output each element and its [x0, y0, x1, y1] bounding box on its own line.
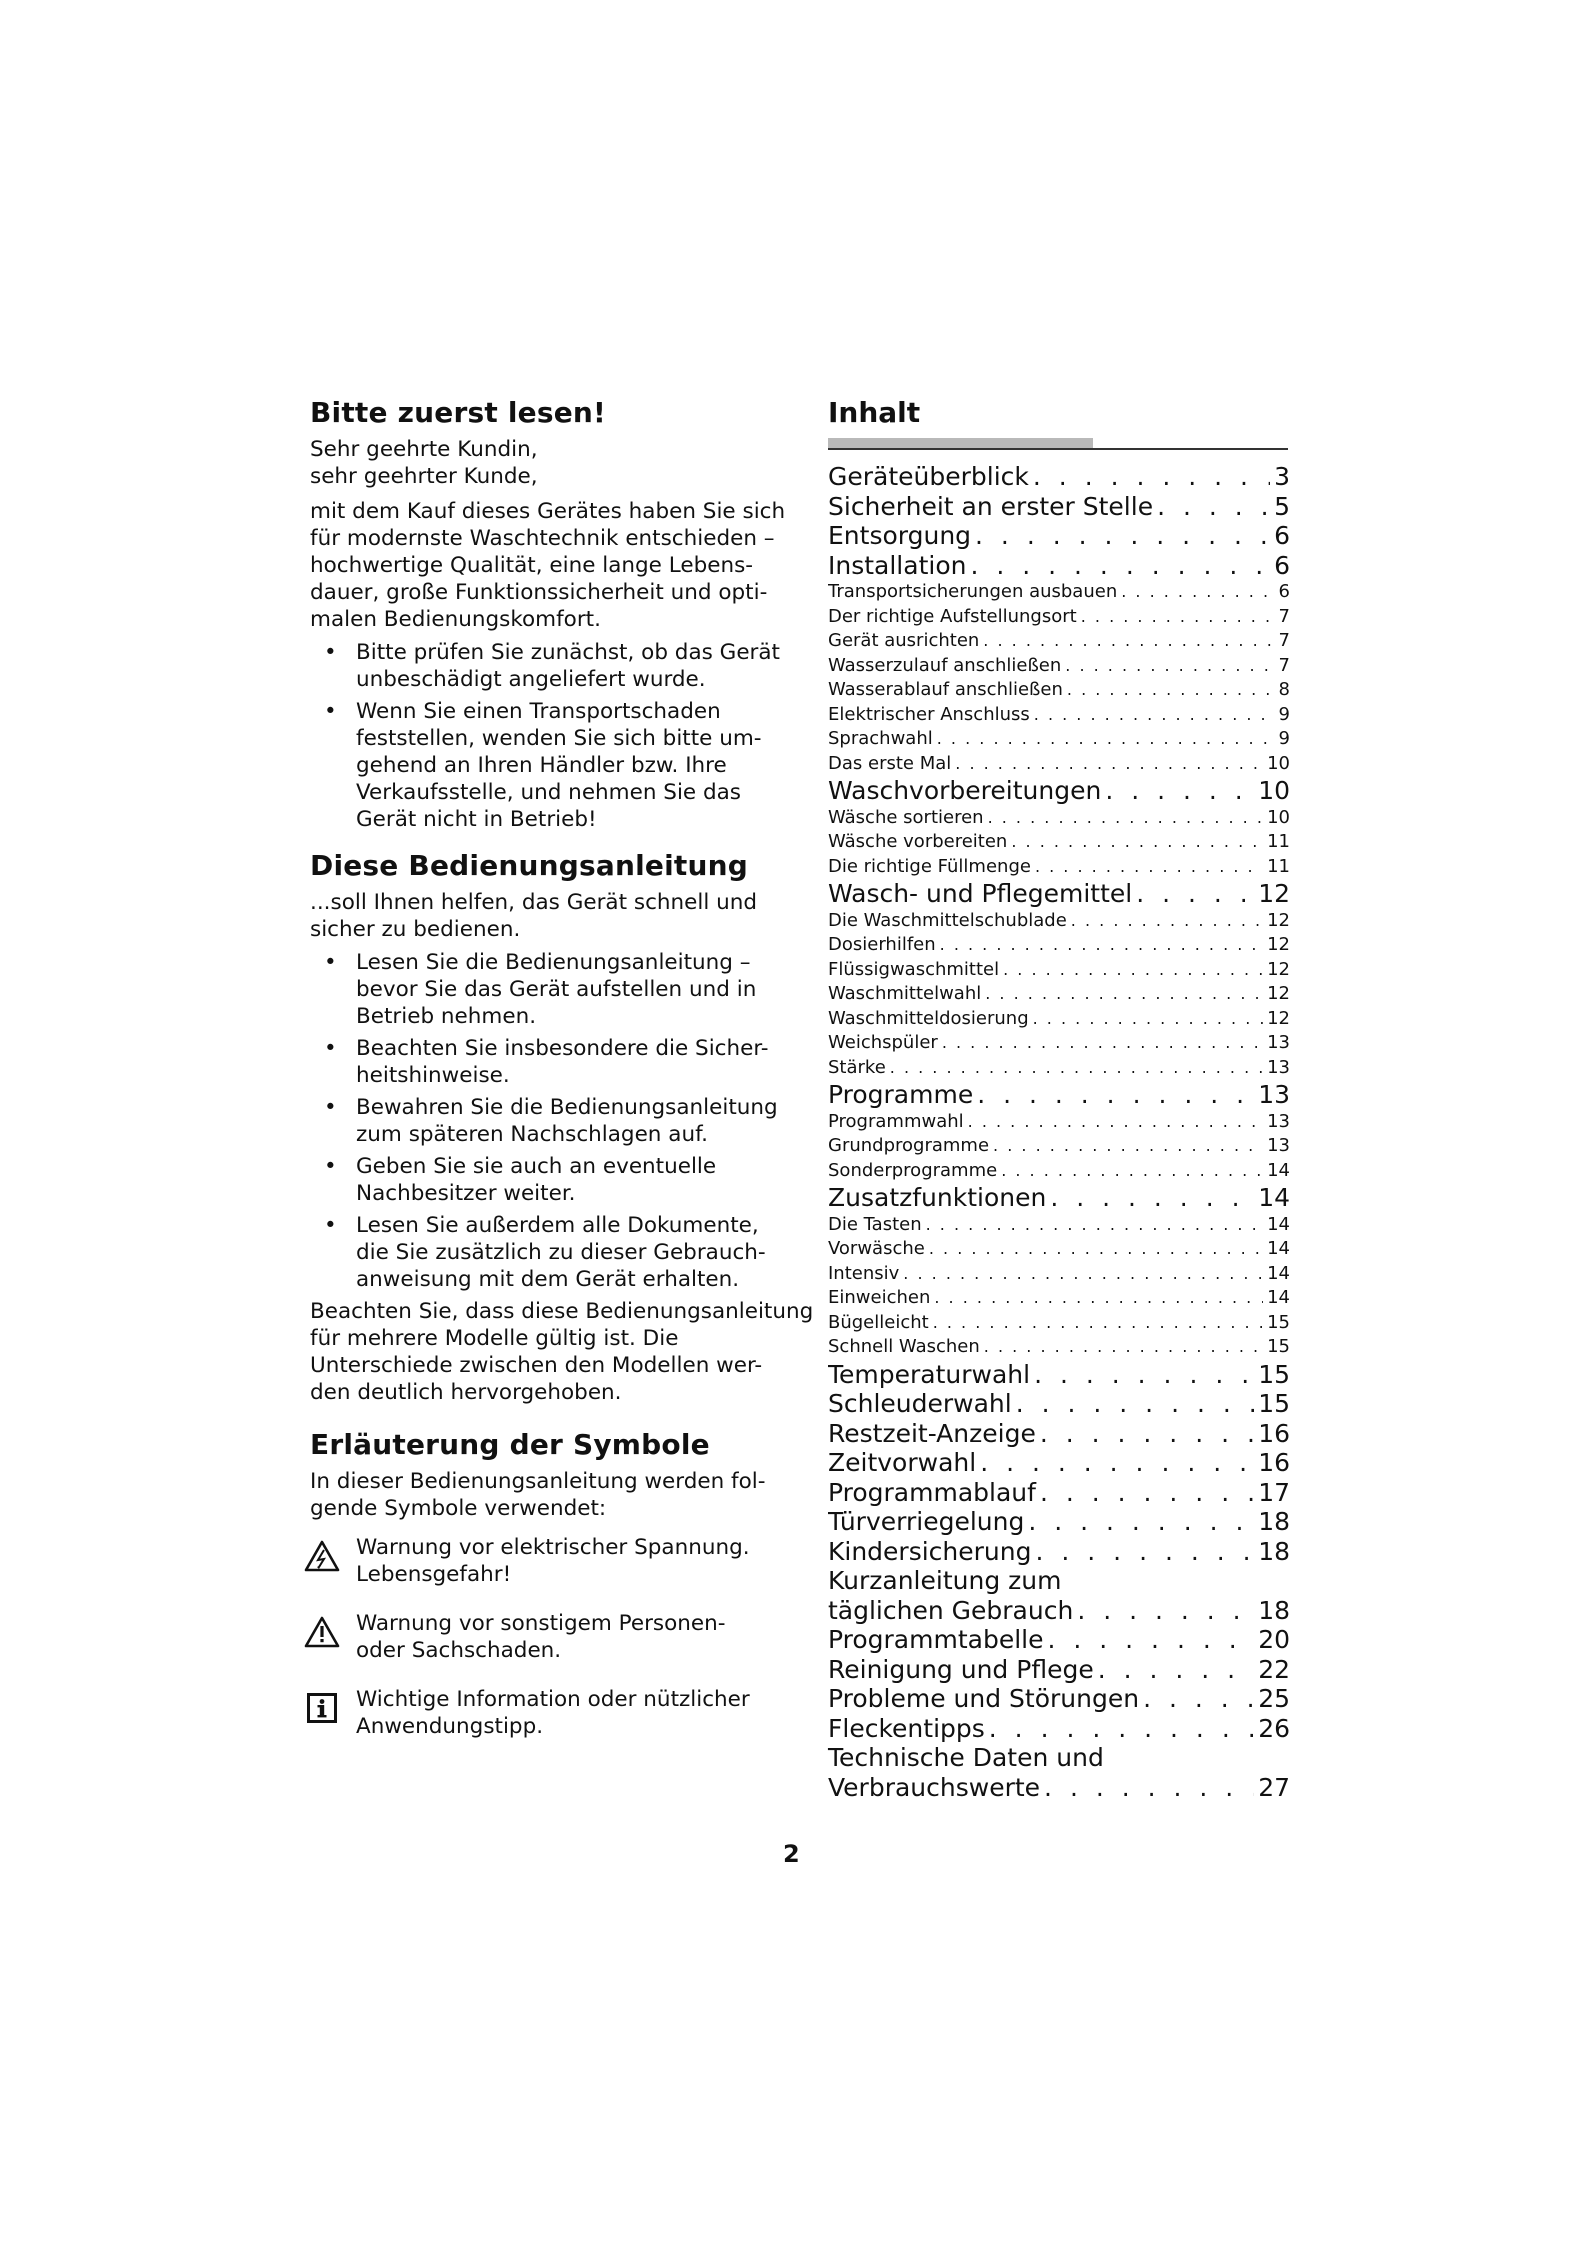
toc-entry[interactable] — [828, 879, 1290, 909]
toc-leader-dots — [933, 1311, 1263, 1336]
symbol-row-warning — [310, 1610, 800, 1664]
toc-entry-title: Zeitvorwahl — [828, 1448, 977, 1477]
toc-entry-page: 6 — [1278, 581, 1290, 602]
toc-entry-title: Waschmittelwahl — [828, 983, 982, 1004]
intro-line: malen Bedienungskomfort. — [310, 607, 601, 632]
toc-entry-page: 14 — [1267, 1262, 1290, 1284]
toc-entry[interactable] — [828, 1080, 1290, 1110]
toc-entry-title: Waschvorbereitungen — [828, 776, 1102, 805]
toc-entry-title: Der richtige Aufstellungsort — [828, 605, 1077, 627]
toc-entry-page: 18 — [1258, 1595, 1290, 1625]
toc-entry-page: 13 — [1267, 1056, 1290, 1078]
toc-rule-bar — [828, 438, 1093, 448]
bullet-line: Wenn Sie einen Transportschaden — [356, 699, 721, 724]
toc-entry-page: 15 — [1258, 1389, 1290, 1418]
toc-entry[interactable] — [828, 605, 1290, 630]
toc-entry-page: 25 — [1258, 1684, 1290, 1713]
intro-line: hochwertige Qualität, eine lange Lebens- — [310, 553, 754, 578]
toc-entry-title: Technische Daten und — [828, 1743, 1104, 1772]
intro-line: dauer, große Funktionssicherheit und opti- — [310, 580, 768, 605]
symbol-row-electric — [310, 1534, 800, 1588]
toc-entry-title: Flüssigwaschmittel — [828, 958, 1000, 980]
toc-leader-dots — [977, 1080, 1254, 1110]
toc-entry-page: 27 — [1258, 1772, 1290, 1802]
heading-bitte-zuerst-lesen: Bitte zuerst lesen! — [310, 396, 607, 429]
toc-entry-title: Kindersicherung — [828, 1536, 1032, 1566]
bullet-line: gehend an Ihren Händler bzw. Ihre — [356, 753, 727, 778]
toc-entry-page: 13 — [1267, 1110, 1290, 1132]
toc-leader-dots — [968, 1110, 1263, 1135]
bullet-line: zum späteren Nachschlagen auf. — [356, 1122, 708, 1147]
toc-leader-dots — [1143, 1684, 1254, 1714]
toc-leader-dots — [1033, 1007, 1263, 1032]
toc-leader-dots — [1077, 1596, 1254, 1626]
toc-entry[interactable] — [828, 1773, 1290, 1803]
toc-entry[interactable] — [828, 776, 1290, 806]
section-line: ...soll Ihnen helfen, das Gerät schnell und — [310, 890, 758, 915]
bullet-icon: • — [324, 1213, 337, 1238]
toc-leader-dots — [988, 806, 1264, 831]
toc-entry-page: 3 — [1274, 462, 1290, 491]
bullet-line: Geben Sie sie auch an eventuelle — [356, 1154, 717, 1179]
left-column — [310, 396, 814, 1762]
toc-entry-page: 9 — [1278, 703, 1290, 725]
toc-entry-title: Grundprogramme — [828, 1135, 990, 1156]
bullet-icon: • — [324, 1095, 337, 1120]
toc-entry-title: Zusatzfunktionen — [828, 1183, 1047, 1212]
toc-entry-page: 7 — [1278, 630, 1290, 651]
toc-entry[interactable] — [828, 703, 1290, 728]
toc-leader-dots — [1121, 580, 1274, 605]
section-bedienungsanleitung — [310, 849, 814, 1406]
salutation — [310, 436, 800, 490]
toc-entry-page: 18 — [1258, 1536, 1290, 1566]
section-line: gende Symbole verwendet: — [310, 1496, 607, 1521]
toc-entry-title: Waschmitteldosierung — [828, 1007, 1029, 1029]
bullet-item — [310, 1153, 800, 1207]
toc-leader-dots — [1011, 830, 1263, 855]
toc-entry[interactable] — [828, 752, 1290, 777]
toc-leader-dots — [1001, 1159, 1263, 1184]
toc-entry[interactable] — [828, 982, 1290, 1007]
toc-entry[interactable] — [828, 678, 1290, 703]
salutation-line: Sehr geehrte Kundin, — [310, 437, 538, 462]
toc-entry[interactable] — [828, 1743, 1290, 1773]
toc-entry[interactable] — [828, 1419, 1290, 1449]
toc-entry-title: Programmablauf — [828, 1477, 1036, 1507]
toc-entry-title: Entsorgung — [828, 521, 972, 550]
toc-entry-page: 12 — [1258, 879, 1290, 908]
toc-entry[interactable] — [828, 1262, 1290, 1287]
toc-entry[interactable] — [828, 855, 1290, 880]
toc-leader-dots — [984, 1335, 1263, 1360]
bullet-line: die Sie zusätzlich zu dieser Gebrauch- — [356, 1240, 766, 1265]
toc-leader-dots — [1034, 1360, 1254, 1390]
toc-entry-page: 12 — [1267, 934, 1290, 955]
toc-entry-page: 7 — [1278, 654, 1290, 676]
toc-leader-dots — [975, 521, 1270, 551]
toc-entry-title: Sprachwahl — [828, 728, 933, 749]
toc-leader-dots — [1071, 909, 1263, 934]
toc-entry-page: 5 — [1274, 491, 1290, 521]
toc-entry-title: Programmwahl — [828, 1110, 964, 1132]
symbol-text-line: Warnung vor elektrischer Spannung. — [356, 1535, 750, 1560]
toc-entry-title: Gerät ausrichten — [828, 630, 980, 651]
toc-leader-dots — [1034, 703, 1275, 728]
toc-entry-title: Programmtabelle — [828, 1625, 1044, 1654]
intro-line: mit dem Kauf dieses Gerätes haben Sie sich — [310, 499, 786, 524]
toc-leader-dots — [1040, 1478, 1254, 1508]
toc-entry-page: 20 — [1258, 1625, 1290, 1654]
toc-entry-title: Dosierhilfen — [828, 934, 936, 955]
toc-entry[interactable] — [828, 933, 1290, 958]
toc-leader-dots — [970, 551, 1270, 581]
toc-entry-title: Türverriegelung — [828, 1507, 1025, 1536]
toc-entry[interactable] — [828, 727, 1290, 752]
toc-entry-title: täglichen Gebrauch — [828, 1595, 1074, 1625]
toc-entry-page: 15 — [1258, 1359, 1290, 1389]
toc-entry-title: Stärke — [828, 1056, 886, 1078]
toc-leader-dots — [934, 1286, 1263, 1311]
toc-entry[interactable] — [828, 521, 1290, 551]
bullet-line: Gerät nicht in Betrieb! — [356, 807, 597, 832]
toc-entry-page: 6 — [1274, 550, 1290, 580]
toc-entry-page: 13 — [1267, 1135, 1290, 1156]
bullet-line: Lesen Sie außerdem alle Dokumente, — [356, 1213, 759, 1238]
toc-entry-page: 8 — [1278, 679, 1290, 700]
toc-entry-title: Fleckentipps — [828, 1713, 985, 1743]
bullet-icon: • — [324, 640, 337, 665]
intro-paragraph — [310, 498, 800, 633]
toc-leader-dots — [940, 933, 1263, 958]
note-line: für mehrere Modelle gültig ist. Die — [310, 1326, 679, 1351]
toc-entry[interactable] — [828, 1286, 1290, 1311]
toc-entry[interactable] — [828, 1478, 1290, 1508]
toc-entry-page: 9 — [1278, 728, 1290, 749]
toc-entry[interactable] — [828, 1159, 1290, 1184]
symbol-text-line: Wichtige Information oder nützlicher — [356, 1687, 750, 1712]
toc-entry[interactable] — [828, 580, 1290, 605]
symbol-list — [310, 1534, 800, 1740]
toc-entry[interactable] — [828, 1655, 1290, 1685]
toc-entry-title: Schleuderwahl — [828, 1389, 1012, 1418]
toc-entry-title: Die Waschmittelschublade — [828, 909, 1067, 931]
toc-leader-dots — [955, 752, 1263, 777]
bullet-line: Beachten Sie insbesondere die Sicher- — [356, 1036, 769, 1061]
bullet-line: heitshinweise. — [356, 1063, 510, 1088]
bullet-line: Lesen Sie die Bedienungsanleitung – — [356, 950, 751, 975]
toc-leader-dots — [937, 727, 1275, 752]
bullet-line: Nachbesitzer weiter. — [356, 1181, 576, 1206]
bullet-line: unbeschädigt angeliefert wurde. — [356, 667, 706, 692]
toc-entry-title: Schnell Waschen — [828, 1336, 980, 1357]
toc-list — [828, 462, 1290, 1802]
symbol-text-line: Lebensgefahr! — [356, 1562, 512, 1587]
toc-entry-page: 17 — [1258, 1477, 1290, 1507]
toc-entry-title: Wäsche vorbereiten — [828, 831, 1008, 852]
toc-entry-title: Wasserablauf anschließen — [828, 679, 1063, 700]
section-line: sicher zu bedienen. — [310, 917, 521, 942]
toc-entry-title: Verbrauchswerte — [828, 1772, 1041, 1802]
toc-entry[interactable] — [828, 492, 1290, 522]
bullet-line: Bewahren Sie die Bedienungsanleitung — [356, 1095, 778, 1120]
salutation-line: sehr geehrter Kunde, — [310, 464, 538, 489]
toc-title: Inhalt — [828, 396, 921, 429]
intro-line: für modernste Waschtechnik entschieden – — [310, 526, 775, 551]
toc-leader-dots — [1098, 1655, 1254, 1685]
toc-entry[interactable] — [828, 1507, 1290, 1537]
warning-icon — [304, 1616, 340, 1648]
toc-entry[interactable] — [828, 1448, 1290, 1478]
toc-entry-page: 13 — [1267, 1032, 1290, 1053]
bullet-line: feststellen, wenden Sie sich bitte um- — [356, 726, 762, 751]
bullet-icon: • — [324, 950, 337, 975]
toc-entry-title: Elektrischer Anschluss — [828, 703, 1030, 725]
toc-entry-page: 12 — [1267, 958, 1290, 980]
toc-entry-title: Vorwäsche — [828, 1238, 925, 1259]
toc-entry-page: 6 — [1274, 521, 1290, 550]
toc-entry[interactable] — [828, 462, 1290, 492]
toc-entry-page: 14 — [1267, 1287, 1290, 1308]
toc-entry-page: 11 — [1267, 831, 1290, 852]
bullet-line: Betrieb nehmen. — [356, 1004, 537, 1029]
symbol-text-line: Anwendungstipp. — [356, 1714, 544, 1739]
info-icon — [304, 1692, 340, 1724]
toc-entry[interactable] — [828, 1237, 1290, 1262]
toc-leader-dots — [980, 1448, 1254, 1478]
toc-entry[interactable] — [828, 1537, 1290, 1567]
toc-entry[interactable] — [828, 958, 1290, 983]
section-line: In dieser Bedienungsanleitung werden fol- — [310, 1469, 766, 1494]
toc-entry-page: 22 — [1258, 1654, 1290, 1684]
bullet-line: bevor Sie das Gerät aufstellen und in — [356, 977, 757, 1002]
toc-entry[interactable] — [828, 1183, 1290, 1213]
toc-leader-dots — [1035, 855, 1263, 880]
toc-entry[interactable] — [828, 629, 1290, 654]
toc-entry[interactable] — [828, 1389, 1290, 1419]
toc-leader-dots — [942, 1031, 1263, 1056]
toc-entry[interactable] — [828, 1110, 1290, 1135]
toc-entry-title: Programme — [828, 1080, 974, 1109]
toc-entry-title: Wäsche sortieren — [828, 806, 984, 828]
note-line: den deutlich hervorgehoben. — [310, 1380, 622, 1405]
note-line: Unterschiede zwischen den Modellen wer- — [310, 1353, 763, 1378]
toc-entry[interactable] — [828, 1625, 1290, 1655]
toc-leader-dots — [1105, 776, 1254, 806]
bullet-line: Bitte prüfen Sie zunächst, ob das Gerät — [356, 640, 780, 665]
bullet-list-instructions — [310, 949, 800, 1293]
heading-erlaeuterung-der-symbole: Erläuterung der Symbole — [310, 1428, 710, 1461]
toc-entry-title: Wasch- und Pflegemittel — [828, 879, 1133, 908]
toc-leader-dots — [1081, 605, 1275, 630]
toc-entry[interactable] — [828, 1596, 1290, 1626]
toc-entry-page: 15 — [1267, 1336, 1290, 1357]
toc-leader-dots — [890, 1056, 1263, 1081]
toc-leader-dots — [1028, 1507, 1254, 1537]
bullet-icon: • — [324, 1154, 337, 1179]
toc-entry[interactable] — [828, 830, 1290, 855]
bullet-line: Verkaufsstelle, und nehmen Sie das — [356, 780, 742, 805]
electric-warning-icon — [304, 1540, 340, 1572]
toc-entry-page: 18 — [1258, 1507, 1290, 1536]
toc-leader-dots — [1033, 462, 1270, 492]
toc-title-rule — [828, 436, 1290, 450]
toc-entry-page: 10 — [1267, 806, 1290, 828]
toc-entry-page: 13 — [1258, 1080, 1290, 1109]
toc-leader-dots — [1067, 678, 1275, 703]
bullet-line: anweisung mit dem Gerät erhalten. — [356, 1267, 740, 1292]
toc-entry-page: 11 — [1267, 855, 1290, 877]
bullet-item — [310, 1212, 800, 1293]
toc-entry-title: Restzeit-Anzeige — [828, 1418, 1036, 1448]
toc-leader-dots — [1136, 879, 1254, 909]
toc-leader-dots — [1016, 1389, 1254, 1419]
toc-leader-dots — [1003, 958, 1263, 983]
toc-entry[interactable] — [828, 806, 1290, 831]
toc-entry-title: Probleme und Störungen — [828, 1684, 1140, 1713]
toc-entry-page: 16 — [1258, 1418, 1290, 1448]
toc-entry-title: Bügelleicht — [828, 1311, 929, 1333]
bullet-icon: • — [324, 1036, 337, 1061]
section-symbole — [310, 1428, 800, 1740]
toc-leader-dots — [983, 629, 1274, 654]
toc-entry-page: 12 — [1267, 909, 1290, 931]
toc-entry[interactable] — [828, 1714, 1290, 1744]
toc-entry-title: Wasserzulauf anschließen — [828, 654, 1062, 676]
toc-entry-page: 10 — [1267, 752, 1290, 774]
toc-entry-title: Intensiv — [828, 1262, 900, 1284]
toc-entry-title: Geräteüberblick — [828, 462, 1029, 491]
toc-entry[interactable] — [828, 1213, 1290, 1238]
bullet-item — [310, 639, 800, 693]
toc-entry[interactable] — [828, 1007, 1290, 1032]
toc-leader-dots — [1065, 654, 1274, 679]
toc-entry[interactable] — [828, 654, 1290, 679]
note-line: Beachten Sie, dass diese Bedienungsanleitung — [310, 1299, 814, 1324]
toc-leader-dots — [993, 1134, 1263, 1159]
toc-entry[interactable] — [828, 1134, 1290, 1159]
toc-entry-page: 14 — [1267, 1213, 1290, 1235]
toc-leader-dots — [1050, 1183, 1254, 1213]
bullet-item — [310, 1094, 800, 1148]
page-number: 2 — [783, 1840, 800, 1868]
toc-entry-title: Sonderprogramme — [828, 1159, 998, 1181]
toc-entry-page: 12 — [1267, 983, 1290, 1004]
toc-entry-page: 15 — [1267, 1311, 1290, 1333]
toc-entry-title: Das erste Mal — [828, 752, 952, 774]
toc-entry-title: Temperaturwahl — [828, 1359, 1031, 1389]
toc-entry[interactable] — [828, 1031, 1290, 1056]
toc-leader-dots — [926, 1213, 1263, 1238]
toc-leader-dots — [903, 1262, 1263, 1287]
toc-entry-title: Einweichen — [828, 1287, 931, 1308]
toc-entry-title: Reinigung und Pflege — [828, 1654, 1094, 1684]
toc-leader-dots — [1040, 1419, 1254, 1449]
toc-entry-title: Transportsicherungen ausbauen — [828, 581, 1118, 602]
bullet-icon: • — [324, 699, 337, 724]
table-of-contents — [828, 396, 1290, 1802]
bullet-item — [310, 1035, 800, 1089]
toc-leader-dots — [989, 1714, 1254, 1744]
toc-entry-page: 14 — [1267, 1238, 1290, 1259]
models-note — [310, 1298, 814, 1406]
toc-entry[interactable] — [828, 551, 1290, 581]
toc-leader-dots — [1036, 1537, 1255, 1567]
toc-entry-title: Installation — [828, 550, 967, 580]
symbol-text-line: oder Sachschaden. — [356, 1638, 562, 1663]
toc-entry[interactable] — [828, 1311, 1290, 1336]
toc-entry-page: 12 — [1267, 1007, 1290, 1029]
toc-entry-page: 26 — [1258, 1713, 1290, 1743]
toc-entry-page: 14 — [1258, 1183, 1290, 1212]
bullet-list-checks — [310, 639, 800, 833]
toc-leader-dots — [1044, 1773, 1254, 1803]
toc-entry-title: Sicherheit an erster Stelle — [828, 491, 1154, 521]
toc-entry[interactable] — [828, 909, 1290, 934]
toc-entry-title: Weichspüler — [828, 1032, 938, 1053]
toc-rule-line — [828, 448, 1288, 450]
toc-entry[interactable] — [828, 1360, 1290, 1390]
bullet-item — [310, 698, 800, 833]
toc-entry-page: 14 — [1267, 1159, 1290, 1181]
toc-leader-dots — [1047, 1625, 1254, 1655]
toc-leader-dots — [1157, 492, 1270, 522]
symbol-text-line: Warnung vor sonstigem Personen- — [356, 1611, 726, 1636]
toc-entry-title: Die Tasten — [828, 1213, 922, 1235]
toc-entry-page: 10 — [1258, 776, 1290, 805]
heading-diese-bedienungsanleitung: Diese Bedienungsanleitung — [310, 849, 749, 882]
toc-entry-page: 16 — [1258, 1448, 1290, 1477]
bullet-item — [310, 949, 800, 1030]
toc-leader-dots — [985, 982, 1263, 1007]
toc-entry[interactable] — [828, 1566, 1290, 1596]
toc-leader-dots — [929, 1237, 1263, 1262]
toc-entry[interactable] — [828, 1335, 1290, 1360]
toc-entry-title: Kurzanleitung zum — [828, 1566, 1062, 1595]
toc-entry[interactable] — [828, 1684, 1290, 1714]
toc-entry-title: Die richtige Füllmenge — [828, 855, 1031, 877]
symbol-row-info — [310, 1686, 800, 1740]
toc-entry-page: 7 — [1278, 605, 1290, 627]
toc-entry[interactable] — [828, 1056, 1290, 1081]
